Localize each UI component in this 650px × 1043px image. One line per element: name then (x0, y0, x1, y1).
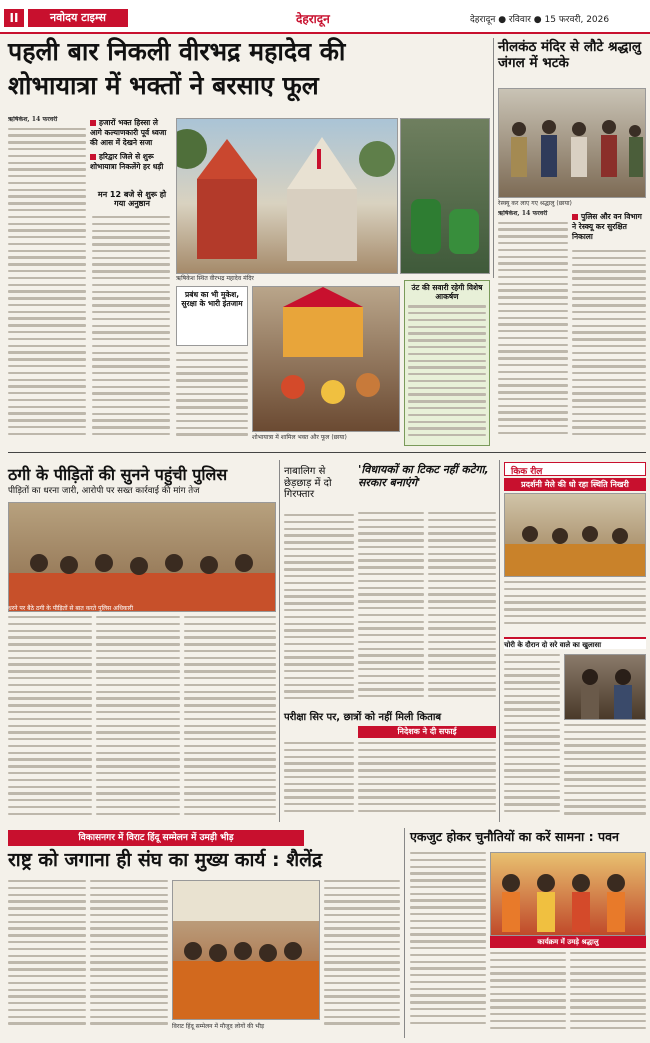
bottom-right-body-col-1 (410, 852, 486, 1036)
thugs-deck: पीड़ितों का धरना जारी, आरोपी पर सख्त कार्रवाई की मांग तेज (8, 486, 200, 496)
column-rule (493, 38, 494, 278)
side-photo (400, 118, 490, 274)
gathering-illustration (173, 881, 320, 1020)
green-box-title: उंट की सवारी रहेगी विशेष आकर्षण (411, 283, 483, 301)
side-illustration (401, 119, 490, 274)
bullet-square-icon (572, 214, 578, 220)
mla-body-col-1 (358, 512, 424, 708)
event-illustration (505, 494, 646, 577)
kick-reel-label: किक रील (511, 467, 543, 477)
column-rule (279, 460, 280, 822)
thugs-body-col-2 (96, 616, 180, 822)
side-box-photo (564, 654, 646, 720)
right-top-body-col-1 (498, 210, 568, 446)
procession-illustration (253, 287, 400, 432)
thugs-body-col-1 (8, 616, 92, 822)
bullet-square-icon (90, 154, 96, 160)
bottom-right-photo (490, 852, 646, 936)
books-body-col-2 (358, 742, 496, 822)
procession-photo-caption: शोभायात्रा में शामिल भक्त और फूल (छाया) (252, 434, 347, 441)
lead-body-col-2 (92, 216, 170, 446)
hindu-body-col-1 (8, 880, 86, 1036)
kick-reel-photo (504, 493, 646, 577)
inset-body (176, 352, 248, 446)
inset-title: प्रबंध का भी मुकेश, सुरक्षा के भारी इंतजाम (181, 290, 243, 308)
books-sub: निदेशक ने दी सफाई (358, 726, 496, 738)
bottom-right-body-col-3 (570, 952, 646, 1036)
lead-byline: ऋषिकेश, 14 फरवरी (8, 116, 58, 123)
brand-logo: नवोदय टाइम्स (28, 9, 128, 27)
temple-photo-caption: ऋषिकेश स्थित वीरभद्र महादेव मंदिर (176, 275, 254, 282)
bottom-right-headline: एकजुट होकर चुनौतियों का करें सामना : पवन (410, 829, 619, 844)
lead-bullet-1: हजारों भक्त हिस्सा ले आगे कल्याणकारी पूर्व ध्वजा की आस में देखने सजा (90, 118, 167, 147)
lead-headline-line-1: पहली बार निकली वीरभद्र महादेव की (8, 37, 346, 66)
hindu-body-col-3 (324, 880, 400, 1036)
mla-body-col-2 (428, 512, 496, 708)
suspects-illustration (565, 655, 646, 720)
lead-subhead: मन 12 बजे से शुरू हो गया अनुष्ठान (97, 190, 167, 209)
column-rule (404, 828, 405, 1038)
right-top-sub-text: पुलिस और वन विभाग ने रेस्क्यू कर सुरक्षित निकाला (572, 212, 642, 241)
minor-body (284, 514, 354, 710)
bottom-right-ribbon: कार्यक्रम में उमड़े श्रद्धालु (490, 936, 646, 948)
rescue-photo-caption: रेस्क्यू कर लाए गए श्रद्धालु (छाया) (498, 200, 572, 207)
kick-reel-body (504, 581, 646, 633)
hindu-sammelan-banner: विकासनगर में विराट हिंदू सम्मेलन में उमड़ी भीड़ (8, 830, 304, 846)
kick-reel-headline: प्रदर्शनी मेले की धो रहा स्थिति निखरी (504, 478, 646, 491)
lead-bullet-2: हरिद्वार जिले से शुरू शोभायात्रा निकलेंगे हर धड़ी (90, 152, 164, 171)
hindu-sammelan-photo-caption: विराट हिंदू सम्मेलन में मौजूद लोगों की भीड़ (172, 1023, 265, 1030)
inset-box (176, 286, 248, 346)
thugs-photo-caption: धरने पर बैठे ठगी के पीड़ितों से बात करते पुलिस अधिकारी (8, 605, 134, 612)
books-headline: परीक्षा सिर पर, छात्रों को नहीं मिली किताब (284, 712, 442, 723)
rescue-photo (498, 88, 646, 198)
right-top-headline: नीलकंठ मंदिर से लौटे श्रद्धालु जंगल में भटके (498, 39, 641, 71)
right-top-sub (572, 212, 646, 242)
temple-illustration (177, 119, 398, 274)
devotees-illustration (491, 853, 646, 936)
right-top-body-col-2 (572, 250, 646, 446)
side-box-body (504, 654, 560, 822)
lead-bullets (90, 118, 172, 172)
section-title: देहरादून (296, 12, 330, 26)
books-body-col-1 (284, 742, 354, 822)
green-box (404, 280, 490, 446)
hindu-sammelan-headline: राष्ट्र को जगाना ही संघ का मुख्य कार्य : शैलेंद्र (8, 849, 323, 871)
lead-body-col-1 (8, 116, 86, 446)
dateline: देहरादून ● रविवार ● 15 फरवरी, 2026 (470, 15, 610, 25)
crowd-illustration (9, 503, 276, 612)
section-divider (8, 452, 646, 453)
people-illustration (499, 89, 646, 198)
right-top-byline: ऋषिकेश, 14 फरवरी (498, 210, 548, 217)
procession-photo (252, 286, 400, 432)
thugs-body-col-3 (184, 616, 276, 822)
hindu-body-col-2 (90, 880, 168, 1036)
side-box-headline: चोरी के दौरान दो सरे वाले का खुलासा (504, 637, 646, 649)
side-box-body-2 (564, 724, 646, 822)
bottom-right-body-col-2 (490, 952, 566, 1036)
page-number: II (4, 9, 24, 27)
thugs-photo (8, 502, 276, 612)
bullet-square-icon (90, 120, 96, 126)
minor-headline: नाबालिग से छेड़छाड़ में दो गिरफ्तार (284, 466, 332, 500)
column-rule (499, 460, 500, 822)
temple-photo (176, 118, 398, 274)
kick-reel-label-box (504, 462, 646, 476)
hindu-sammelan-photo (172, 880, 320, 1020)
thugs-headline: ठगी के पीड़ितों की सुनने पहुंची पुलिस (8, 465, 228, 484)
mla-headline: 'विधायकों का टिकट नहीं कटेगा, सरकार बनाएंगे' (358, 463, 489, 489)
lead-headline-line-2: शोभायात्रा में भक्तों ने बरसाए फूल (8, 71, 319, 100)
